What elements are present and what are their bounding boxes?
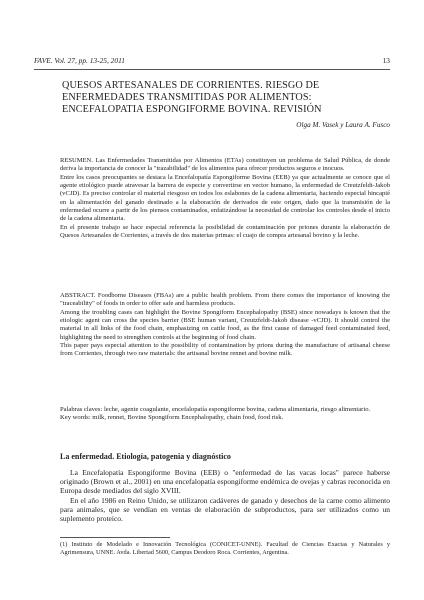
article-authors: Olga M. Vasek y Laura A. Fusco — [296, 121, 390, 129]
section-paragraph-2: En el año 1986 en Reino Unido, se utilizaron cadáveres de ganado y desechos de la carne como alimento para animales, que se vendían en ventas de elaboración de subproductos, para ser utilizados como un suplemento proteico. — [60, 495, 390, 524]
abstract-section — [60, 292, 390, 359]
keywords-es-label: Palabras claves: — [60, 406, 103, 413]
abstract-label: ABSTRACT. — [60, 292, 96, 299]
keywords-en-text: milk, rennet, Bovine Spongiform Encephalopathy, chain food, food risk. — [92, 414, 284, 422]
journal-citation: FAVE. Vol. 27, pp. 13-25, 2011 — [34, 56, 125, 65]
header-rule — [34, 69, 390, 70]
abstract-text-1: Foodborne Diseases (FBAs) are a public health problem. From there comes the importance of knowing the "traceability" of foods in order to offer safe and harmless products. — [60, 292, 390, 308]
abstract-paragraph-3: This paper pays especial attention to the possibility of contamination by prions during the manufacture of artisanal cheese from Corrientes, through two raw materials: the artisanal bovine rennet and bovine milk. — [60, 342, 390, 358]
resumen-section — [60, 157, 390, 240]
abstract-paragraph-2: Among the troubling cases can highlight the Bovine Spongiform Encephalopathy (BSE) since nowadays is known that the etiologic agent can cross the species barrier (BSE human variant, Creutzfeldt-Jakob disease -vCJD). It should control the material in all links of the food chain, emphasizing on cattle food, as the first cause of damaged feed contaminated feed, highlighting the need to strengthen controls at the beginning of food chain. — [60, 308, 390, 341]
keywords-en-label: Key words: — [60, 414, 91, 422]
resumen-paragraph-3: En el presente trabajo se hace especial referencia la posibilidad de contaminación por priones durante la elaboración de Quesos Artesanales de Corrientes, a través de dos materias primas: el cuajo de compra artesanal bovino y la leche. — [60, 223, 390, 240]
keywords-es — [60, 406, 390, 414]
keywords-en — [60, 414, 390, 422]
resumen-paragraph-1 — [60, 157, 390, 174]
footnote-rule — [60, 537, 170, 538]
section-paragraph-1: La Encefalopatía Espongiforme Bovina (EEB) o "enfermedad de las vacas locas" parece haberse originado (Brown et al., 2001) en una encefalopatía espongiforme endémica de ovejas y cabras reconocida en Europa desde mediados del siglo XVIII. — [60, 468, 390, 496]
page-number: 13 — [382, 56, 390, 65]
keywords-es-text: leche, agente coagulante, encefalopatía espongiforme bovina, cadena alimentaria, riesgo alimentario. — [103, 406, 371, 413]
resumen-text-1: Las Enfermedades Transmitidas por Alimentos (ETAs) constituyen un problema de Salud Pública, de donde deriva la importancia de conocer la "trazabilidad" de los alimentos para ofrecer productos seguros e inocuos. — [60, 157, 390, 173]
section-heading: La enfermedad. Etiología, patogenia y diagnóstico — [60, 452, 231, 461]
keywords-section — [60, 406, 390, 423]
running-header — [34, 56, 390, 68]
resumen-label: RESUMEN. — [60, 157, 93, 164]
article-title: QUESOS ARTESANALES DE CORRIENTES. RIESGO DE ENFERMEDADES TRANSMITIDAS POR ALIMENTOS: ENCEFALOPATIA ESPONGIFORME BOVINA. REVISIÓN — [62, 80, 322, 116]
affiliation-footnote: (1) Instituto de Modelado e Innovación Tecnológica (CONICET-UNNE). Facultad de Ciencias Exactas y Naturales y Agrimensura, UNNE. Avda. Libertad 5600, Campus Deodoro Roca. Corrientes, Argentina. — [60, 541, 390, 556]
abstract-paragraph-1 — [60, 292, 390, 309]
resumen-paragraph-2: Entre los casos preocupantes se destaca la Encefalopatía Espongiforme Bovina (EEB) ya que actualmente se conoce que el agente etiológico puede atravesar la barrera de especie y convertirse en vector humano, la enfermedad de Creutzfeldt-Jakob (vCJD). Es preciso controlar el material riesgoso en todos los eslabones de la cadena alimentaria, haciendo especial hincapié en la alimentación del ganado destinado a la elaboración de derivados de este origen, dado que la transmisión de la enfermedad ocurre a partir de los piensos contaminados, enfatizándose la necesidad de controlar los controles desde el inicio de la cadena alimentaria. — [60, 173, 390, 223]
section-body — [60, 468, 390, 523]
